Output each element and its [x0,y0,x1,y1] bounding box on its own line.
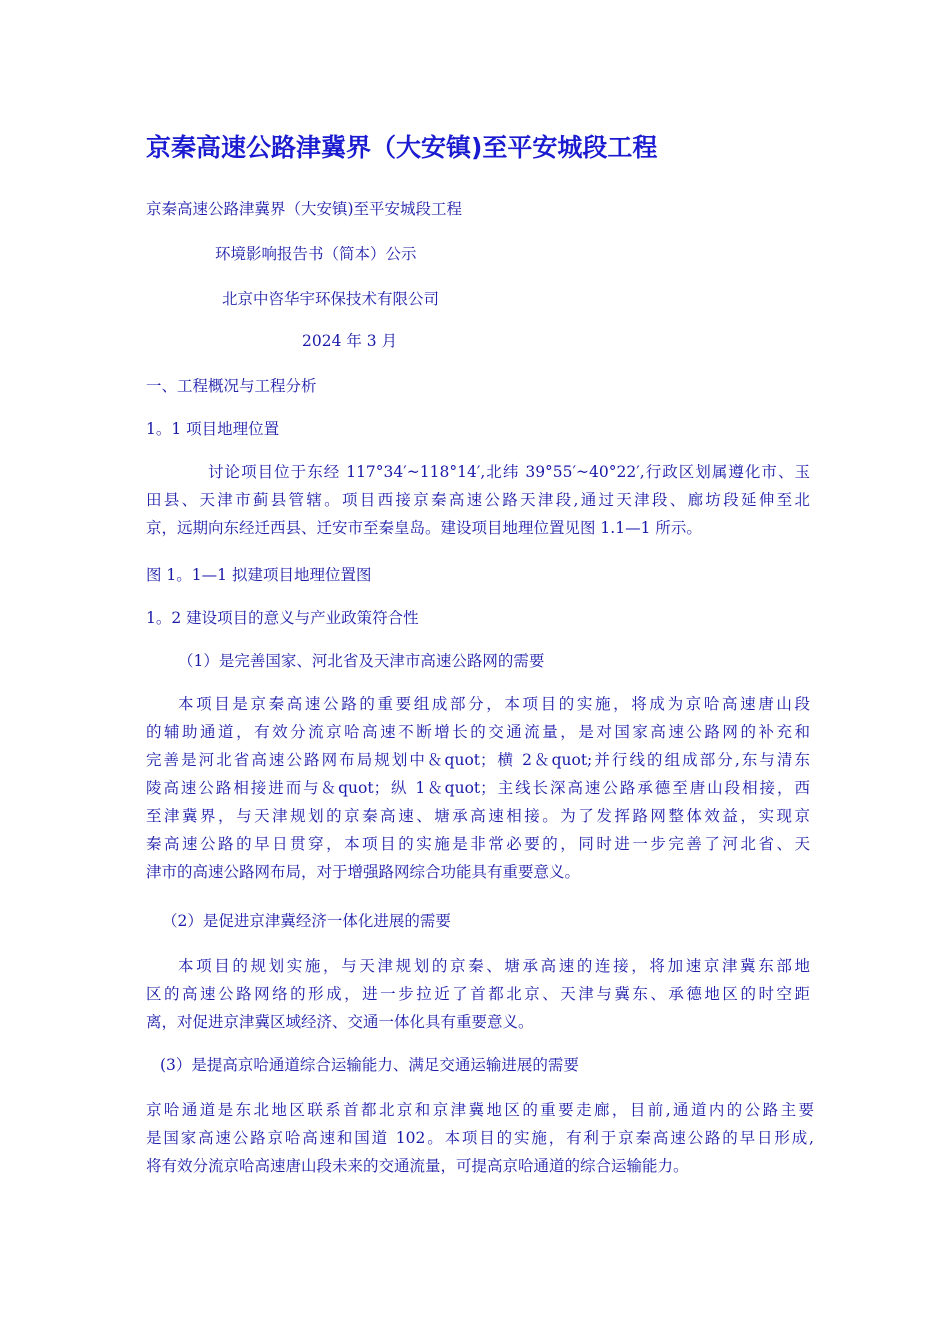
paragraph-line: 离，对促进京津冀区域经济、交通一体化具有重要意义。 [146,1013,534,1031]
paragraph-line: 至津冀界，与天津规划的京秦高速、塘承高速相接。为了发挥路网整体效益，实现京 [146,807,810,825]
paragraph-line: 津市的高速公路网布局，对于增强路网综合功能具有重要意义。 [146,863,581,881]
subsection-heading-1-1: 1。1 项目地理位置 [146,420,280,438]
paragraph-location [146,458,810,542]
paragraph-line: 的辅助通道，有效分流京哈高速不断增长的交通流量，是对国家高速公路网的补充和 [146,723,810,741]
paragraph-line: 本项目是京秦高速公路的重要组成部分，本项目的实施，将成为京哈高速唐山段 [178,695,810,713]
paragraph-line: 区的高速公路网络的形成，进一步拉近了首都北京、天津与冀东、承德地区的时空距 [146,985,810,1003]
document-title: 京秦高速公路津冀界（大安镇)至平安城段工程 [146,133,658,162]
paragraph-item-1 [146,690,810,886]
paragraph-item-2 [146,952,810,1036]
subsection-heading-1-2: 1。2 建设项目的意义与产业政策符合性 [146,609,419,627]
paragraph-line: 京哈通道是东北地区联系首都北京和京津冀地区的重要走廊，目前,通道内的公路主要 [146,1101,814,1119]
paragraph-line: 讨论项目位于东经 117°34′~118°14′,北纬 39°55′~40°22′,行政区划属遵化市、玉 [208,463,810,481]
company-line: 北京中咨华宇环保技术有限公司 [222,290,440,308]
item-heading-3: (3）是提高京哈通道综合运输能力、满足交通运输进展的需要 [160,1056,579,1074]
paragraph-line: 是国家高速公路京哈高速和国道 102。本项目的实施，有利于京秦高速公路的早日形成, [146,1129,814,1147]
figure-caption: 图 1。1—1 拟建项目地理位置图 [146,566,372,584]
paragraph-line: 田县、天津市蓟县管辖。项目西接京秦高速公路天津段,通过天津段、廊坊段延伸至北 [146,491,810,509]
item-heading-1: （1）是完善国家、河北省及天津市高速公路网的需要 [178,652,545,670]
paragraph-line: 将有效分流京哈高速唐山段未来的交通流量，可提高京哈通道的综合运输能力。 [146,1157,689,1175]
paragraph-line: 本项目的规划实施，与天津规划的京秦、塘承高速的连接，将加速京津冀东部地 [178,957,810,975]
date-line: 2024 年 3 月 [302,332,398,350]
section-heading-1: 一、工程概况与工程分析 [146,377,317,395]
paragraph-line: 完善是河北省高速公路网布局规划中＆quot；横 2＆quot;并行线的组成部分,东与清东 [146,751,810,769]
paragraph-item-3 [146,1096,814,1180]
report-name-line: 环境影响报告书（简本）公示 [215,245,417,263]
paragraph-line: 京，远期向东经迁西县、迁安市至秦皇岛。建设项目地理位置见图 1.1—1 所示。 [146,519,702,537]
paragraph-line: 陵高速公路相接进而与＆quot；纵 1＆quot；主线长深高速公路承德至唐山段相接，西 [146,779,810,797]
project-name-line: 京秦高速公路津冀界（大安镇)至平安城段工程 [146,200,463,218]
item-heading-2: （2）是促进京津冀经济一体化进展的需要 [162,912,451,930]
paragraph-line: 秦高速公路的早日贯穿，本项目的实施是非常必要的，同时进一步完善了河北省、天 [146,835,810,853]
